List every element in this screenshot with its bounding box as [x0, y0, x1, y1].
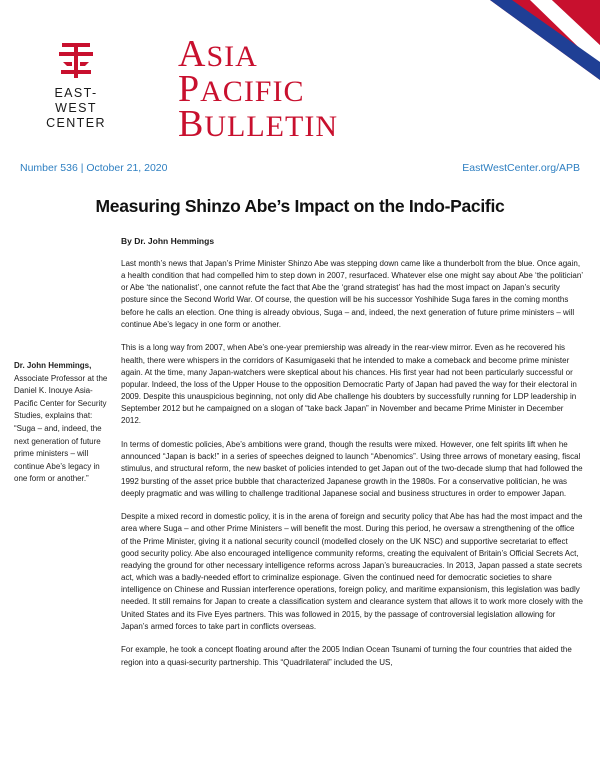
issue-info: Number 536 | October 21, 2020	[20, 162, 168, 174]
masthead-rest-1: SIA	[206, 40, 258, 73]
masthead-line-3	[178, 103, 338, 145]
org-line-2: CENTER	[46, 116, 106, 130]
paragraph: Despite a mixed record in domestic policy, it is in the arena of foreign and security policy that Abe has had the most impact and the area where Suga – and other Prime Ministers – will benefit the most. During this period, he oversaw a strengthening of the office of the Prime Minister, giving it a national security council (modelled closely on the UK NSC) and supportive secretariat to effect good security policy. Abe also encouraged intelligence community reforms, creating the equivalent of Britain’s Official Secrets Act, readying the ground for other necessary intelligence reforms across Japan’s bureaucracies. In 2013, Japan passed a state secrets act, which was a badly-needed effort to criminalize espionage. Given the continued need for democratic societies to share intelligence on Chinese and Russian interference operations, foreign policy, and maritime expansionism, this legislation was badly needed. It still remains for Japan to create a classification system and clearance system that allows it to work more closely with the United States and its Five Eyes partners. This was followed in 2015, by the passage of controversial legislation allowing for Japan’s armed forces to take part in conflicts overseas.	[121, 512, 583, 631]
east-west-center-name	[36, 86, 116, 131]
paragraph: For example, he took a concept floating around after the 2005 Indian Ocean Tsunami of turning the four countries that aided the region into a quasi-security partnership. This “Quadrilateral” included the US,	[121, 645, 572, 667]
sidebar-author-name: Dr. John Hemmings,	[14, 361, 92, 370]
east-west-center-logo[interactable]	[36, 42, 116, 131]
article-body	[121, 258, 583, 680]
article-title: Measuring Shinzo Abe’s Impact on the Indo-Pacific	[95, 196, 505, 216]
paragraph: Last month’s news that Japan’s Prime Minister Shinzo Abe was stepping down came like a thunderbolt from the blue. Once again, a health condition that had compelled him to step down in 2007, resurfaced. Whatever else one might say about Abe ‘the politician’ or Abe ‘the nationalist’, one cannot refute the fact that Abe the ‘grand strategist’ has had the most impact on Japan’s security posture since the Second World War. Of course, the question will be his successor Yoshihide Suga fares in the coming months before he calls an election. One thing is already obvious, Suga – and, indeed, the next generation of future prime ministers – will continue Abe’s legacy in one form or another.	[121, 259, 583, 329]
corner-flag-icon	[490, 0, 600, 80]
asia-pacific-bulletin-masthead	[178, 33, 338, 145]
paragraph: This is a long way from 2007, when Abe’s one-year premiership was already in the rear-view mirror. Even as he recovered his health, there were whispers in the corridors of Kasumigaseki that he intended to make a comeback and become prime minister again. At the time, many Japan-watchers were skeptical about his chances. His first year had not been particularly successful or popular. Indeed, the loss of the Upper House to the opposition Democratic Party of Japan had paved the way for their electoral in 2009. Despite this unauspicious beginning, not only did Abe challenge his doubters by successfully running for LDP leadership in September 2012 but he campaigned on a slogan of “take back Japan” in November and became Prime Minister in December 2012.	[121, 343, 577, 426]
article-byline: By Dr. John Hemmings	[121, 236, 215, 246]
masthead-rest-2: ACIFIC	[200, 75, 305, 108]
masthead-initial-p: P	[178, 68, 201, 110]
east-west-center-logo-icon	[59, 42, 93, 80]
sidebar-quote: Associate Professor at the Daniel K. Inouye Asia-Pacific Center for Security Studies, explains that: “Suga – and, indeed, the next generation of future prime ministers – will continue Abe’s legacy in one form or another.”	[14, 373, 108, 484]
masthead-rest-3: ULLETIN	[204, 110, 338, 143]
org-line-1: EAST-WEST	[54, 86, 98, 115]
masthead-line-1	[178, 33, 338, 75]
pull-quote-sidebar	[14, 360, 109, 486]
masthead-initial-b: B	[178, 103, 205, 145]
paragraph: In terms of domestic policies, Abe’s ambitions were grand, though the results were mixed. However, one felt spirits lift when he announced “Japan is back!” in a series of speeches deigned to launch “Abenomics”. Using three arrows of monetary easing, fiscal stimulus, and structural reform, the new basket of policies intended to get Japan out of the two-decade slump that had followed the 1992 bursting of the asset price bubble that characterized Japanese growth in the 1980s. For a conservative politician, he was deeply pragmatic and was willing to challenge traditional Japanese social and business structures in order to empower Japan.	[121, 440, 583, 498]
masthead-initial-a: A	[178, 33, 207, 75]
website-link[interactable]: EastWestCenter.org/APB	[462, 162, 580, 174]
